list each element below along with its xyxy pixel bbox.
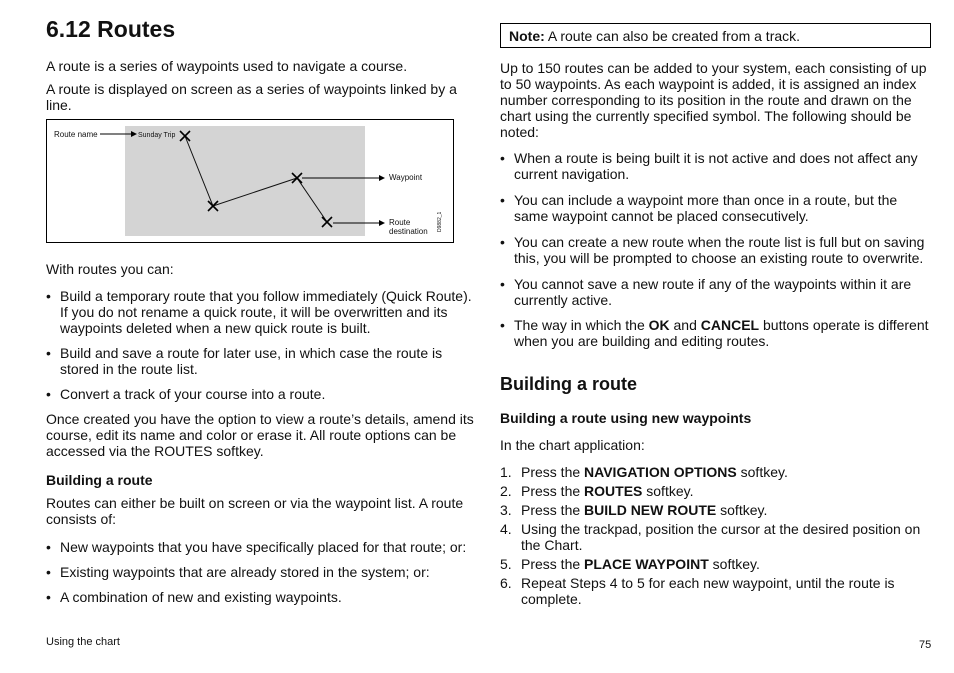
new-waypoints-subheading: Building a route using new waypoints — [500, 410, 752, 426]
up-to-paragraph: Up to 150 routes can be added to your system, each consisting of up to 50 waypoints. As each waypoint is added, it is assigned an index number corresponding to its position in the route and drawn on the chart using the currently specified symbol. The following should be noted: — [500, 60, 927, 140]
step-number: 2. — [500, 483, 512, 499]
footer-section-title: Using the chart — [46, 636, 120, 648]
step-item — [500, 483, 934, 499]
routes-can-paragraph: Routes can either be built on screen or via the waypoint list. A route consists of: — [46, 495, 464, 527]
waypoint-label: Waypoint — [389, 173, 423, 182]
in-chart-text: In the chart application: — [500, 437, 645, 453]
route-name-label: Route name — [54, 130, 98, 139]
list-item: • Build a temporary route that you follow immediately (Quick Route). If you do not rename a quick route, it will be overwritten and its waypoints deleted when a new quick route is built. — [46, 288, 480, 336]
route-figure — [46, 119, 454, 243]
step-text: Press the — [521, 556, 585, 572]
trip-label: Sunday Trip — [138, 132, 176, 139]
destination-label-line-2: destination — [389, 227, 428, 236]
step-text: Using the trackpad, position the cursor at the desired position on the Chart. — [521, 521, 921, 553]
step-post: softkey. — [716, 502, 768, 518]
destination-arrowhead — [379, 220, 385, 226]
with-routes-text: With routes you can: — [46, 261, 174, 277]
route-consists-list — [46, 539, 480, 605]
step-bold: NAVIGATION OPTIONS — [584, 464, 737, 480]
capabilities-list — [46, 288, 480, 402]
step-text: Press the — [521, 483, 585, 499]
ok-text: OK — [648, 317, 670, 333]
note-box — [500, 23, 931, 48]
intro-paragraph-1: A route is a series of waypoints used to navigate a course. — [46, 58, 408, 74]
building-route-heading-left: Building a route — [46, 472, 153, 488]
list-item: • You can include a waypoint more than once in a route, but the same waypoint cannot be placed consecutively. — [500, 192, 934, 224]
list-item: • Convert a track of your course into a route. — [46, 386, 480, 402]
building-route-heading-right: Building a route — [500, 374, 637, 394]
list-item: • You cannot save a new route if any of the waypoints within it are currently active. — [500, 276, 934, 308]
cancel-text: CANCEL — [700, 317, 760, 333]
steps-list — [500, 464, 934, 607]
notes-list — [500, 150, 934, 349]
okcancel-pre: The way in which the — [514, 317, 649, 333]
step-bold: ROUTES — [584, 483, 643, 499]
page-number: 75 — [919, 639, 932, 651]
once-created-paragraph: Once created you have the option to view a route’s details, amend its course, edit its name and color or erase it. All route options can be accessed via the ROUTES softkey. — [46, 411, 474, 459]
step-number: 1. — [500, 464, 512, 480]
page-title: 6.12 Routes — [46, 16, 176, 42]
step-text: Press the — [521, 464, 585, 480]
figure-code: D9882_1 — [437, 211, 443, 232]
list-item: • A combination of new and existing waypoints. — [46, 589, 480, 605]
step-number: 5. — [500, 556, 512, 572]
list-item: • New waypoints that you have specifically placed for that route; or: — [46, 539, 480, 555]
intro-paragraph-2: A route is displayed on screen as a series of waypoints linked by a line. — [46, 81, 457, 113]
step-item — [500, 556, 934, 572]
step-post: softkey. — [708, 556, 760, 572]
step-number: 3. — [500, 502, 512, 518]
step-post: softkey. — [642, 483, 694, 499]
list-item: • Build and save a route for later use, in which case the route is stored in the route list. — [46, 345, 480, 377]
step-number: 6. — [500, 575, 512, 591]
step-number: 4. — [500, 521, 512, 537]
waypoint-arrowhead — [379, 175, 385, 181]
list-item: • When a route is being built it is not active and does not affect any current navigation. — [500, 150, 934, 182]
step-bold: PLACE WAYPOINT — [584, 556, 709, 572]
note-label: Note: — [509, 28, 545, 44]
okcancel-post: buttons operate is different when you are building and editing routes. — [514, 317, 929, 349]
destination-label-line-1: Route — [389, 218, 411, 227]
okcancel-and: and — [669, 317, 701, 333]
step-item — [500, 502, 934, 518]
step-post: softkey. — [736, 464, 788, 480]
step-text: Repeat Steps 4 to 5 for each new waypoint, until the route is complete. — [521, 575, 895, 607]
list-item-okcancel — [500, 317, 934, 349]
list-item: • You can create a new route when the route list is full but on saving this, you will be prompted to choose an existing route to overwrite. — [500, 234, 934, 266]
step-text: Press the — [521, 502, 585, 518]
step-item — [500, 521, 934, 553]
step-item — [500, 575, 934, 607]
step-item — [500, 464, 934, 480]
list-item: • Existing waypoints that are already stored in the system; or: — [46, 564, 480, 580]
note-text: A route can also be created from a track. — [544, 28, 801, 44]
step-bold: BUILD NEW ROUTE — [584, 502, 717, 518]
